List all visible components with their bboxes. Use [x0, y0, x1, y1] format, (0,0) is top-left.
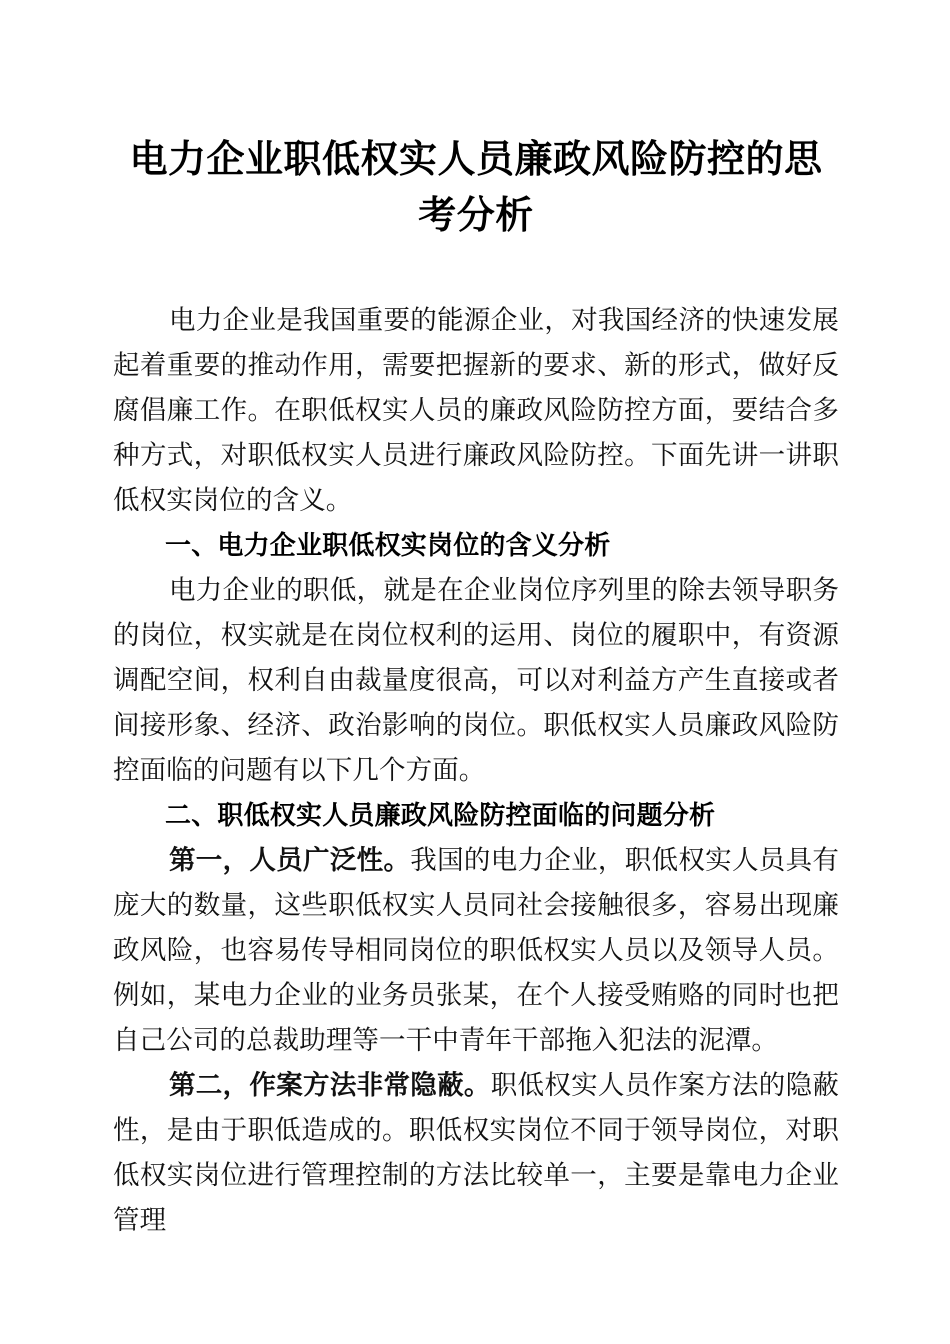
point-two-lead: 第二，作案方法非常隐蔽。	[169, 1070, 491, 1100]
page-title: 电力企业职低权实人员廉政风险防控的思考分析	[129, 139, 823, 237]
section-heading-1: 一、电力企业职低权实岗位的含义分析	[165, 530, 611, 560]
point-one-text: 我国的电力企业，职低权实人员具有庞大的数量，这些职低权实人员同社会接触很多，容易出现廉政风险，也容易传导相同岗位的职低权实人员以及领导人员。例如，某电力企业的业务员张某，在个人接受贿赂的同时也把自己公司的总裁助理等一干中青年干部拖入犯法的泥潭。	[113, 845, 839, 1055]
document-body	[113, 0, 839, 1243]
point-two-text: 职低权实人员作案方法的隐蔽性，是由于职低造成的。职低权实岗位不同于领导岗位，对职低权实岗位进行管理控制的方法比较单一，主要是靠电力企业管理	[113, 1070, 839, 1235]
section-heading-2: 二、职低权实人员廉政风险防控面临的问题分析	[165, 800, 716, 830]
point-one-paragraph	[113, 838, 839, 1063]
section-1-paragraph: 电力企业的职低，就是在企业岗位序列里的除去领导职务的岗位，权实就是在岗位权利的运用、岗位的履职中，有资源调配空间，权利自由裁量度很高，可以对利益方产生直接或者间接形象、经济、政治影响的岗位。职低权实人员廉政风险防控面临的问题有以下几个方面。	[113, 575, 839, 785]
intro-paragraph: 电力企业是我国重要的能源企业，对我国经济的快速发展起着重要的推动作用，需要把握新的要求、新的形式，做好反腐倡廉工作。在职低权实人员的廉政风险防控方面，要结合多种方式，对职低权实人员进行廉政风险防控。下面先讲一讲职低权实岗位的含义。	[113, 305, 839, 515]
title-spacer	[113, 244, 839, 298]
point-two-paragraph	[113, 1063, 839, 1243]
point-one-lead: 第一，人员广泛性。	[169, 845, 411, 875]
